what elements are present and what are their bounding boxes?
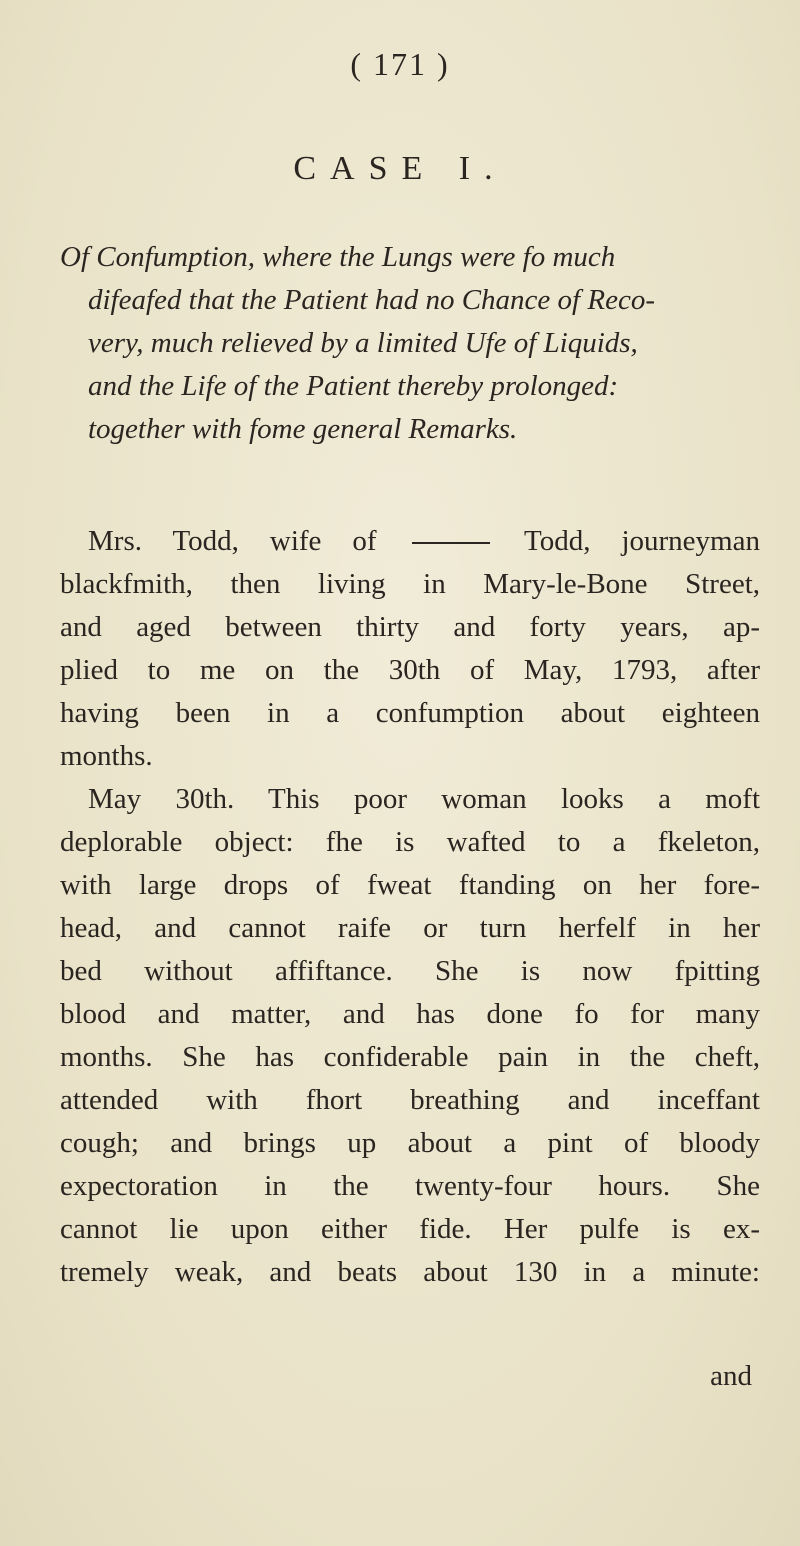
paragraph-2-line: cannot lie upon either fide. Her pulfe is ex-: [60, 1213, 760, 1245]
paragraph-2-line: months. She has confiderable pain in the cheft,: [60, 1041, 760, 1073]
paragraph-1-line: having been in a confumption about eighteen: [60, 697, 760, 729]
paragraph-1-text-b: Todd, journeyman: [524, 525, 760, 557]
name-blank-rule: [412, 542, 490, 544]
subtitle-line: difeafed that the Patient had no Chance of Reco-: [88, 284, 655, 316]
paragraph-2-line: May 30th. This poor woman looks a moft: [88, 783, 760, 815]
subtitle-line: together with fome general Remarks.: [88, 413, 518, 445]
paragraph-1-line: and aged between thirty and forty years, ap-: [60, 611, 760, 643]
paragraph-2-line: expectoration in the twenty-four hours. She: [60, 1170, 760, 1202]
case-body: [60, 520, 760, 1294]
paragraph-1-line: [60, 520, 760, 563]
case-heading: CASE I.: [293, 150, 507, 187]
paragraph-2-line: head, and cannot raife or turn herfelf in her: [60, 912, 760, 944]
paragraph-1-text-a: Mrs. Todd, wife of: [88, 525, 377, 557]
page-number: ( 171 ): [350, 46, 450, 82]
paragraph-2-line: tremely weak, and beats about 130 in a minute:: [60, 1256, 760, 1288]
paragraph-1-line: months.: [60, 740, 153, 772]
paragraph-1-line: blackfmith, then living in Mary-le-Bone Street,: [60, 568, 760, 600]
paragraph-2-line: attended with fhort breathing and inceffant: [60, 1084, 760, 1116]
subtitle-line: and the Life of the Patient thereby prolonged:: [88, 370, 619, 402]
paragraph-2-line: deplorable object: fhe is wafted to a fkeleton,: [60, 826, 760, 858]
case-subtitle: [60, 236, 760, 451]
paragraph-2-line: cough; and brings up about a pint of bloody: [60, 1127, 760, 1159]
subtitle-line: very, much relieved by a limited Ufe of Liquids,: [88, 327, 638, 359]
paragraph-2-line: bed without affiftance. She is now fpitting: [60, 955, 760, 987]
subtitle-line: Of Confumption, where the Lungs were fo much: [60, 241, 616, 273]
paragraph-2-line: blood and matter, and has done fo for many: [60, 998, 760, 1030]
paragraph-1-line: plied to me on the 30th of May, 1793, after: [60, 654, 760, 686]
catchword: and: [710, 1360, 752, 1392]
paragraph-2-line: with large drops of fweat ftanding on her fore-: [60, 869, 760, 901]
